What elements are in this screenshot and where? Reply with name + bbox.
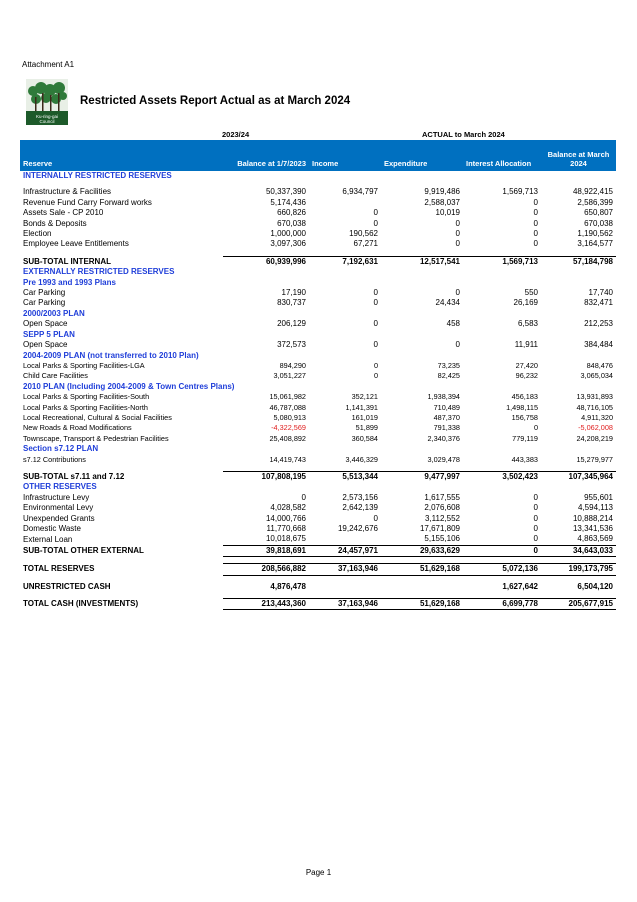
value-cell: 25,408,892 [269,433,306,443]
value-cell: 0 [533,208,538,218]
value-cell: 4,028,582 [270,503,306,513]
value-cell: 1,000,000 [270,229,306,239]
value-cell: 3,097,306 [270,239,306,249]
value-cell: 894,290 [279,360,306,370]
value-cell: 650,807 [584,208,613,218]
value-cell: 17,740 [588,288,613,298]
row-label: Car Parking [23,298,66,308]
row-label: TOTAL CASH (INVESTMENTS) [23,599,139,609]
value-cell: 17,671,809 [419,524,460,533]
table-row [20,524,616,534]
value-cell: 48,716,105 [576,402,613,412]
row-label: Election [23,229,52,239]
value-cell: 670,038 [277,218,306,228]
row-label: Assets Sale - CP 2010 [23,208,104,218]
section-heading-row [20,330,616,340]
section-heading-row [20,278,616,288]
subtotal-row [20,545,616,556]
actual-period-label: ACTUAL to March 2024 [422,130,505,139]
table-row [20,229,616,239]
table-row [20,208,616,218]
page-number: Page 1 [305,868,332,877]
value-cell: 4,876,478 [270,581,306,591]
value-cell [309,582,381,592]
value-cell: 13,341,536 [572,524,613,533]
value-cell: 2,573,156 [342,492,378,502]
value-cell: 73,235 [437,360,460,370]
col-header: Income [309,140,381,171]
value-cell: 0 [373,360,378,370]
value-cell: 660,826 [277,208,306,218]
table-row [20,503,616,513]
value-cell: 487,370 [433,412,460,422]
value-cell: 5,513,344 [309,471,381,482]
row-label: Local Recreational, Cultural & Social Facilities [23,412,172,422]
value-cell: 60,939,996 [223,256,309,267]
value-cell: 0 [373,371,378,381]
value-cell: 443,383 [511,454,538,464]
value-cell: 29,633,629 [381,545,463,556]
value-cell: 213,443,360 [223,599,309,610]
value-cell: 161,019 [351,412,378,422]
table-row [20,288,616,298]
value-cell: 1,617,555 [424,492,460,502]
value-cell: 5,080,913 [273,412,306,422]
value-cell: 0 [455,218,460,228]
value-cell: 37,163,946 [309,564,381,575]
value-cell: 11,911 [514,340,538,350]
section-heading: OTHER RESERVES [23,482,97,492]
value-cell: 1,141,391 [345,402,378,412]
section-heading-row [20,382,616,392]
value-cell: 13,931,893 [576,392,613,402]
spacer [20,557,616,564]
row-label: Bonds & Deposits [23,218,87,228]
value-cell: 205,677,915 [541,599,616,610]
value-cell: 456,183 [511,392,538,402]
table-row [20,455,616,465]
row-label: TOTAL RESERVES [23,564,95,574]
value-cell: 208,566,882 [223,564,309,575]
value-cell: 0 [533,503,538,513]
value-cell: 0 [301,492,306,502]
row-label: Revenue Fund Carry Forward works [23,197,152,207]
row-label: Employee Leave Entitlements [23,239,129,249]
row-label: Open Space [23,319,68,329]
value-cell: 26,169 [513,298,538,308]
value-cell: 0 [373,513,378,523]
value-cell: 550 [524,288,538,298]
value-cell: 3,446,329 [345,454,378,464]
table-row [20,371,616,381]
value-cell: 24,208,219 [576,433,613,443]
table-row [20,219,616,229]
section-heading: SEPP 5 PLAN [23,329,75,339]
value-cell: 3,164,577 [577,239,613,249]
col-header: Interest Allocation [463,140,541,171]
value-cell: 37,163,946 [309,599,381,610]
table-row [20,403,616,413]
row-label: Infrastructure Levy [23,492,90,502]
subtotal-row [20,599,616,610]
value-cell: 4,594,113 [578,503,613,513]
value-cell: 156,758 [511,412,538,422]
row-label: SUB-TOTAL OTHER EXTERNAL [23,545,144,555]
value-cell: 107,345,964 [541,471,616,482]
value-cell: 0 [373,319,378,329]
value-cell: 6,504,120 [577,581,613,591]
section-heading: Pre 1993 and 1993 Plans [23,277,116,287]
row-label: Local Parks & Sporting Facilities-LGA [23,360,145,370]
value-cell: 352,121 [351,392,378,402]
value-cell: 2,076,608 [424,503,460,513]
table-row [20,298,616,308]
value-cell: 14,000,766 [265,513,306,523]
value-cell: 51,629,168 [381,564,463,575]
value-cell: 0 [533,197,538,207]
row-label: Domestic Waste [23,524,81,533]
value-cell: 1,938,394 [427,392,460,402]
row-label: SUB-TOTAL s7.11 and 7.12 [23,471,125,481]
value-cell: 17,190 [281,288,306,298]
value-cell: 190,562 [349,229,378,239]
value-cell: 848,476 [586,360,613,370]
value-cell: 0 [533,423,538,433]
table-row [20,198,616,208]
value-cell: 4,911,320 [581,412,613,422]
value-cell: 82,425 [437,371,460,381]
value-cell: 4,863,569 [577,534,613,544]
value-cell: 5,072,136 [463,564,541,575]
value-cell: 458 [446,319,460,329]
attachment-label: Attachment A1 [22,60,75,69]
value-cell: 0 [455,288,460,298]
svg-text:Council: Council [39,119,55,124]
row-label: New Roads & Road Modifications [23,423,132,433]
section-heading-row [20,351,616,361]
value-cell: 6,699,778 [463,599,541,610]
table-row [20,514,616,524]
table-row [20,423,616,433]
value-cell: 832,471 [584,298,613,308]
value-cell: 3,502,423 [463,471,541,482]
section-heading: Section s7.12 PLAN [23,444,99,454]
value-cell: 206,129 [277,319,306,329]
row-label: Townscape, Transport & Pedestrian Facilities [23,433,169,443]
value-cell: 19,242,676 [337,524,378,533]
value-cell: -4,322,569 [271,423,306,433]
value-cell: 11,770,668 [266,524,306,533]
section-heading-row [20,309,616,319]
value-cell: 2,642,139 [342,503,378,513]
value-cell: 0 [533,239,538,249]
value-cell: 360,584 [351,433,378,443]
value-cell: 670,038 [584,218,613,228]
value-cell [381,582,463,592]
section-heading: 2004-2009 PLAN (not transferred to 2010 Plan) [23,350,199,360]
value-cell: 24,457,971 [309,545,381,556]
section-heading-row [20,482,616,492]
value-cell: 212,253 [584,319,613,329]
value-cell: 0 [373,288,378,298]
report-title: Restricted Assets Report Actual as at March 2024 [80,95,351,107]
value-cell: 10,019 [435,208,460,218]
row-label: s7.12 Contributions [23,454,86,464]
value-cell: 34,643,033 [541,545,616,556]
section-heading-row [20,444,616,454]
value-cell: 9,919,486 [424,187,460,197]
value-cell: 15,279,977 [576,454,613,464]
value-cell: 2,588,037 [424,197,460,207]
restricted-assets-table [20,140,616,610]
value-cell: 0 [533,229,538,239]
value-cell: 1,190,562 [577,229,613,239]
value-cell: 791,338 [433,423,460,433]
subtotal-row [20,564,616,575]
section-heading: EXTERNALLY RESTRICTED RESERVES [23,267,175,277]
value-cell: 48,922,415 [572,187,613,197]
section-heading: INTERNALLY RESTRICTED RESERVES [23,171,172,180]
value-cell: 1,569,713 [463,256,541,267]
table-body [20,171,616,610]
col-header: Balance at March 2024 [541,140,616,171]
table-row [20,413,616,423]
value-cell: 2,586,399 [577,197,613,207]
value-cell: 51,629,168 [381,599,463,610]
value-cell: 96,232 [515,371,538,381]
table-row [20,361,616,371]
value-cell: 1,627,642 [502,581,538,591]
table-header-row [20,140,616,171]
section-heading: 2000/2003 PLAN [23,308,85,318]
col-header: Reserve [20,140,223,171]
value-cell: 10,018,675 [265,534,306,544]
value-cell: 10,888,214 [572,513,613,523]
subtotal-row [20,582,616,592]
value-cell: 372,573 [277,340,306,350]
row-label: Car Parking [23,288,66,298]
row-label: Local Parks & Sporting Facilities-South [23,392,150,402]
section-heading-row [20,267,616,277]
table-row [20,187,616,197]
table-row [20,434,616,444]
value-cell: 50,337,390 [265,187,306,197]
value-cell: 3,065,034 [580,371,613,381]
value-cell: 0 [533,492,538,502]
table-row [20,493,616,503]
row-label: Child Care Facilities [23,371,88,381]
value-cell: 51,899 [355,423,378,433]
value-cell: 0 [533,534,538,544]
table-row [20,319,616,329]
subtotal-row [20,256,616,267]
subtotal-row [20,471,616,482]
row-label: UNRESTRICTED CASH [23,581,111,591]
table-row [20,239,616,249]
col-header: Balance at 1/7/2023 [223,140,309,171]
svg-text:Ku-ring-gai: Ku-ring-gai [35,114,59,119]
value-cell: 24,434 [435,298,460,308]
value-cell: 27,420 [515,360,538,370]
value-cell: 3,029,478 [427,454,460,464]
value-cell: 39,818,691 [223,545,309,556]
row-label: Unexpended Grants [23,513,95,523]
value-cell: 0 [533,513,538,523]
row-label: Local Parks & Sporting Facilities-North [23,402,148,412]
value-cell: 6,934,797 [342,187,378,197]
value-cell: 5,174,436 [270,197,306,207]
value-cell: 57,184,798 [541,256,616,267]
row-label: Environmental Levy [23,503,94,513]
value-cell: 12,517,541 [381,256,463,267]
value-cell: 0 [455,239,460,249]
value-cell: 710,489 [433,402,460,412]
row-label: Infrastructure & Facilities [23,187,112,197]
value-cell: 0 [373,208,378,218]
value-cell: 15,061,982 [269,392,306,402]
value-cell: 1,498,115 [506,402,538,412]
value-cell: 3,051,227 [273,371,306,381]
value-cell: 0 [373,218,378,228]
value-cell: 7,192,631 [309,256,381,267]
value-cell: 0 [455,229,460,239]
value-cell: 830,737 [277,298,306,308]
value-cell [309,198,381,208]
value-cell: 1,569,713 [502,187,538,197]
value-cell: 46,787,088 [269,402,306,412]
value-cell: 107,808,195 [223,471,309,482]
value-cell: 0 [533,524,538,533]
table-row [20,392,616,402]
row-label: SUB-TOTAL INTERNAL [23,256,111,266]
value-cell: 6,583 [517,319,538,329]
value-cell: 384,484 [584,340,613,350]
period-label: 2023/24 [222,130,250,139]
value-cell: 14,419,743 [269,454,306,464]
council-logo [26,79,68,125]
value-cell: -5,062,008 [578,423,613,433]
value-cell: 5,155,106 [424,534,460,544]
value-cell: 67,271 [353,239,378,249]
value-cell [309,534,381,545]
section-heading-row [20,171,616,181]
table-row [20,534,616,545]
value-cell: 199,173,795 [541,564,616,575]
col-header: Expenditure [381,140,463,171]
value-cell: 0 [373,298,378,308]
value-cell: 9,477,997 [381,471,463,482]
spacer-row [20,557,616,564]
value-cell: 2,340,376 [427,433,460,443]
value-cell: 955,601 [584,492,613,502]
value-cell: 0 [463,545,541,556]
value-cell: 3,112,552 [425,513,460,523]
table-row [20,340,616,350]
row-label: External Loan [23,534,73,544]
value-cell: 779,119 [512,433,538,443]
value-cell: 0 [533,218,538,228]
section-heading: 2010 PLAN (Including 2004-2009 & Town Centres Plans) [23,381,235,391]
row-label: Open Space [23,340,68,350]
value-cell: 0 [455,340,460,350]
value-cell: 0 [373,340,378,350]
